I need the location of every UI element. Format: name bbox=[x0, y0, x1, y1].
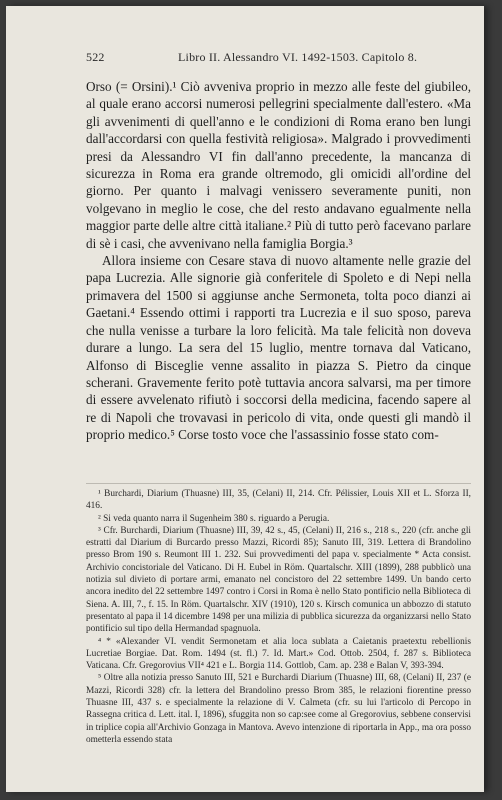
main-text bbox=[86, 78, 471, 444]
footnote: ⁵ Oltre alla notizia presso Sanuto III, 521 e Burchardi Diarium (Thuasne) III, 68, (Celani) II, 237 (e Mazzi, Ricordi 328) cfr. la lettera del Brandolino presso Brom 385, le relazioni fiorentine presso Thuasne III, 437 s. e specialmente la relazione di V. Calmeta (cfr. su lui l'articolo di Percopo in Rassegna critica d. Lett. ital. I, 1896), sfuggita non so cap:see come al Gregorovius, sebbene conservisi in triplice copia all'Archivio Gonzaga in Mantova. Avevo intenzione di riportarla in App., ma ora posso ometterla essendo stata bbox=[86, 673, 471, 745]
body-paragraph: Allora insieme con Cesare stava di nuovo altamente nelle grazie del papa Lucrezia. Alle signorie già conferitele di Spoleto e di Nepi nella primavera del 1500 si aggiunse anche Sermoneta, tolta poco dianzi ai Gaetani.⁴ Essendo ottimi i rapporti tra Lucrezia e il suo sposo, pareva che nulla venisse a turbare la loro felicità. Ma tale felicità non doveva durare a lungo. La sera del 15 luglio, mentre tornava dal Vaticano, Alfonso di Bisceglie venne assalito in piazza S. Pietro da cinque scherani. Gravemente ferito potè tuttavia ancora salvarsi, ma per timore di essere avvelenato rifiutò i soccorsi della medicina, facendo sapere al re di Napoli che trovavasi in pericolo di vita, onde questi gli mandò il proprio medico.⁵ Corse tosto voce che l'assassinio fosse stato com- bbox=[86, 253, 471, 443]
page-number: 522 bbox=[86, 50, 105, 64]
footnote-divider bbox=[86, 483, 471, 484]
footnote: ¹ Burchardi, Diarium (Thuasne) III, 35, (Celani) II, 214. Cfr. Pélissier, Louis XII et L. Sforza II, 416. bbox=[86, 489, 471, 512]
running-title: Libro II. Alessandro VI. 1492-1503. Capitolo 8. bbox=[178, 50, 418, 64]
footnotes bbox=[86, 488, 471, 746]
body-paragraph: Orso (= Orsini).¹ Ciò avveniva proprio in mezzo alle feste del giubileo, al quale erano accorsi numerosi pellegrini specialmente dall'estero. «Ma gli avvenimenti di quell'anno e le condizioni di Roma erano ben lungi dall'accordarsi con quella festività religiosa». Malgrado i provvedimenti presi da Alessandro VI fin dall'anno precedente, la mancanza di sicurezza in Roma era grande oltremodo, gli omicidi all'ordine del giorno. Per quanto i malvagi venissero severamente puniti, non volgevano in meglio le cose, che del resto andavano egualmente nella maggior parte delle altre città italiane.² Più di tutto però facevano parlare di sè i casi, che avvenivano nella famiglia Borgia.³ bbox=[86, 79, 471, 251]
book-page bbox=[6, 6, 484, 792]
footnote: ³ Cfr. Burchardi, Diarium (Thuasne) III, 39, 42 s., 45, (Celani) II, 216 s., 218 s., 220 (cfr. anche gli estratti dal Diarium di Burcardo presso Mazzi, Ricordi 85); Sanuto III, 319. Lettera di Brandolino presso Brom 190 s. Reumont III 1. 232. Sui provvedimenti del papa v. specialmente * Acta consist. Archivio concistoriale del Vaticano. Di H. Eubel in Röm. Quartalschr. XIII (1899), 288 pubblicò una notizia sul divieto di portare armi, emanato nel concistoro del 22 settembre 1499. Un bando certo ancora inedito del 22 settembre 1497 contro i Corsi in Roma è nello Stato pontificio nella Biblioteca di Siena. A. III, 7., f. 15. In Röm. Quartalschr. XIV (1910), 120 s. Kirsch comunica un abbozzo di statuto presentato al papa il 14 dicembre 1498 per una milizia di pubblica sicurezza da organizzarsi nello Stato pontificio sul tipo della Hermandad spagnuola. bbox=[86, 525, 471, 635]
footnote: ⁴ * «Alexander VI. vendit Sermonetam et alia loca sublata a Caietanis praetextu rebellionis Lucretiae Borgiae. Dat. Rom. 1494 (st. fl.) 7. Id. Mart.» Cod. Ottob. 2504, f. 287 s. Biblioteca Vaticana. Cfr. Gregorovius VII⁴ 421 e L. Borgia 114. Gottlob, Cam. ap. 238 e Balan V, 393-394. bbox=[86, 636, 471, 672]
footnote: ² Si veda quanto narra il Sugenheim 380 s. riguardo a Perugia. bbox=[98, 513, 330, 524]
